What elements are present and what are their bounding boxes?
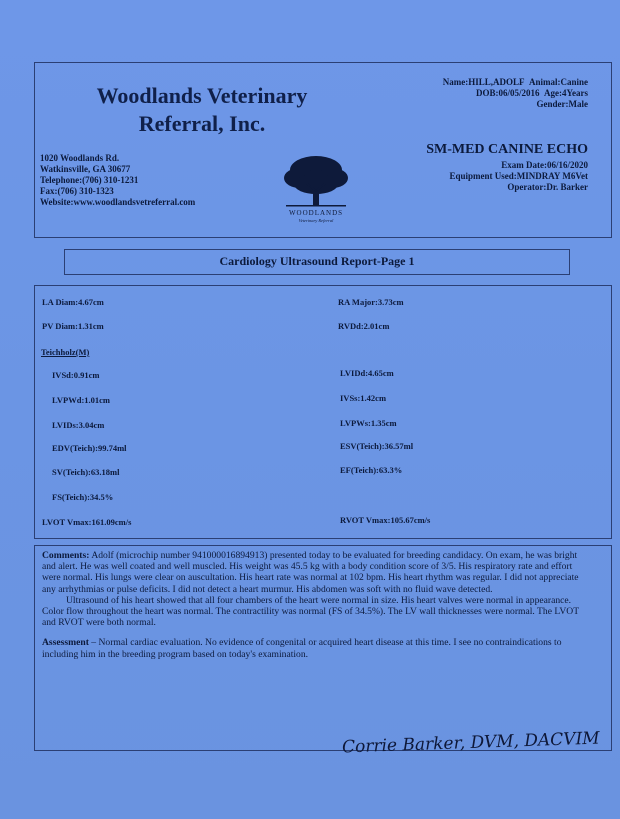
- clinic-address: [40, 153, 195, 208]
- ra-major: RA Major:3.73cm: [338, 297, 404, 307]
- measurements-box: [34, 285, 612, 539]
- logo-subtext: Veterinary Referral: [298, 218, 334, 223]
- report-title: Cardiology Ultrasound Report-Page 1: [219, 254, 415, 268]
- la-diam: LA Diam:4.67cm: [42, 297, 104, 307]
- clinic-name-line1: Woodlands Veterinary: [96, 83, 308, 108]
- comments-paragraph-1: Adolf (microchip number 941000016894913) presented today to be evaluated for breeding candidacy. On exam, he was bright and alert. He was well coated and well muscled. His weight was 45.5 kg with a body condition score of 3/5. His respiratory rate and effort were normal. His lungs were clear on auscultation. His heart rate was normal at 102 bpm. His heart rhythm was regular. I did not appreciate any arrhythmias or pulse deficits. I did not detect a heart murmur. His abdomen was soft with no fluid wave detected.: [42, 550, 579, 595]
- exam-operator: Operator:Dr. Barker: [507, 182, 588, 192]
- comments-paragraph-2: Ultrasound of his heart showed that all four chambers of the heart were normal in size. His heart valves were normal in appearance. Color flow throughout the heart was normal. The contractility was normal (FS of 34.5%). The LV wall thicknesses were normal. The LVOT and RVOT were both normal.: [42, 594, 579, 629]
- exam-date: Exam Date:06/16/2020: [501, 160, 588, 170]
- clinic-fax: Fax:(706) 310-1323: [40, 186, 114, 196]
- pv-diam: PV Diam:1.31cm: [42, 321, 104, 331]
- patient-age: Age:4Years: [544, 88, 588, 98]
- ivsd: IVSd:0.91cm: [52, 370, 100, 380]
- ivss: IVSs:1.42cm: [340, 393, 387, 403]
- rvdd: RVDd:2.01cm: [338, 321, 390, 331]
- patient-gender: Gender:Male: [536, 99, 588, 109]
- ef-teich: EF(Teich):63.3%: [340, 465, 403, 475]
- signature: Corrie Barker, DVM, DACVIM: [341, 728, 600, 758]
- sv-teich: SV(Teich):63.18ml: [52, 467, 120, 477]
- edv-teich: EDV(Teich):99.74ml: [52, 443, 127, 453]
- rvot-vmax: RVOT Vmax:105.67cm/s: [340, 515, 431, 525]
- address-city: Watkinsville, GA 30677: [40, 164, 131, 174]
- exam-equipment: Equipment Used:MINDRAY M6Vet: [449, 171, 588, 181]
- patient-dob: DOB:06/05/2016: [475, 88, 540, 98]
- fs-teich: FS(Teich):34.5%: [52, 492, 114, 502]
- logo-text: WOODLANDS: [288, 209, 344, 217]
- exam-details: [449, 160, 588, 193]
- report-title-banner: [64, 249, 570, 275]
- clinic-name-line2: Referral, Inc.: [138, 111, 266, 136]
- clinic-website: Website:www.woodlandsvetreferral.com: [40, 197, 196, 207]
- lvpws: LVPWs:1.35cm: [340, 418, 397, 428]
- comments-label: Comments:: [42, 550, 90, 561]
- comments-section: [42, 550, 592, 660]
- teichholz-heading: Teichholz(M): [41, 347, 90, 357]
- exam-title: SM-MED CANINE ECHO: [426, 142, 588, 157]
- lvpwd: LVPWd:1.01cm: [52, 395, 111, 405]
- patient-info: [443, 77, 588, 110]
- lvot-vmax: LVOT Vmax:161.09cm/s: [42, 517, 132, 527]
- patient-name: Name:HILL,ADOLF: [442, 77, 525, 87]
- lvidd: LVIDd:4.65cm: [340, 368, 394, 378]
- lvids: LVIDs:3.04cm: [52, 420, 105, 430]
- esv-teich: ESV(Teich):36.57ml: [340, 441, 414, 451]
- patient-animal: Animal:Canine: [528, 77, 588, 87]
- assessment-label: Assessment: [42, 637, 89, 649]
- address-street: 1020 Woodlands Rd.: [40, 153, 120, 163]
- clinic-name: [52, 82, 352, 138]
- clinic-telephone: Telephone:(706) 310-1231: [40, 175, 139, 185]
- assessment-text: – Normal cardiac evaluation. No evidence of congenital or acquired heart disease at this time. I see no contraindications to including him in the breeding program based on today's examination.: [42, 637, 562, 660]
- tree-logo-icon: [276, 148, 356, 224]
